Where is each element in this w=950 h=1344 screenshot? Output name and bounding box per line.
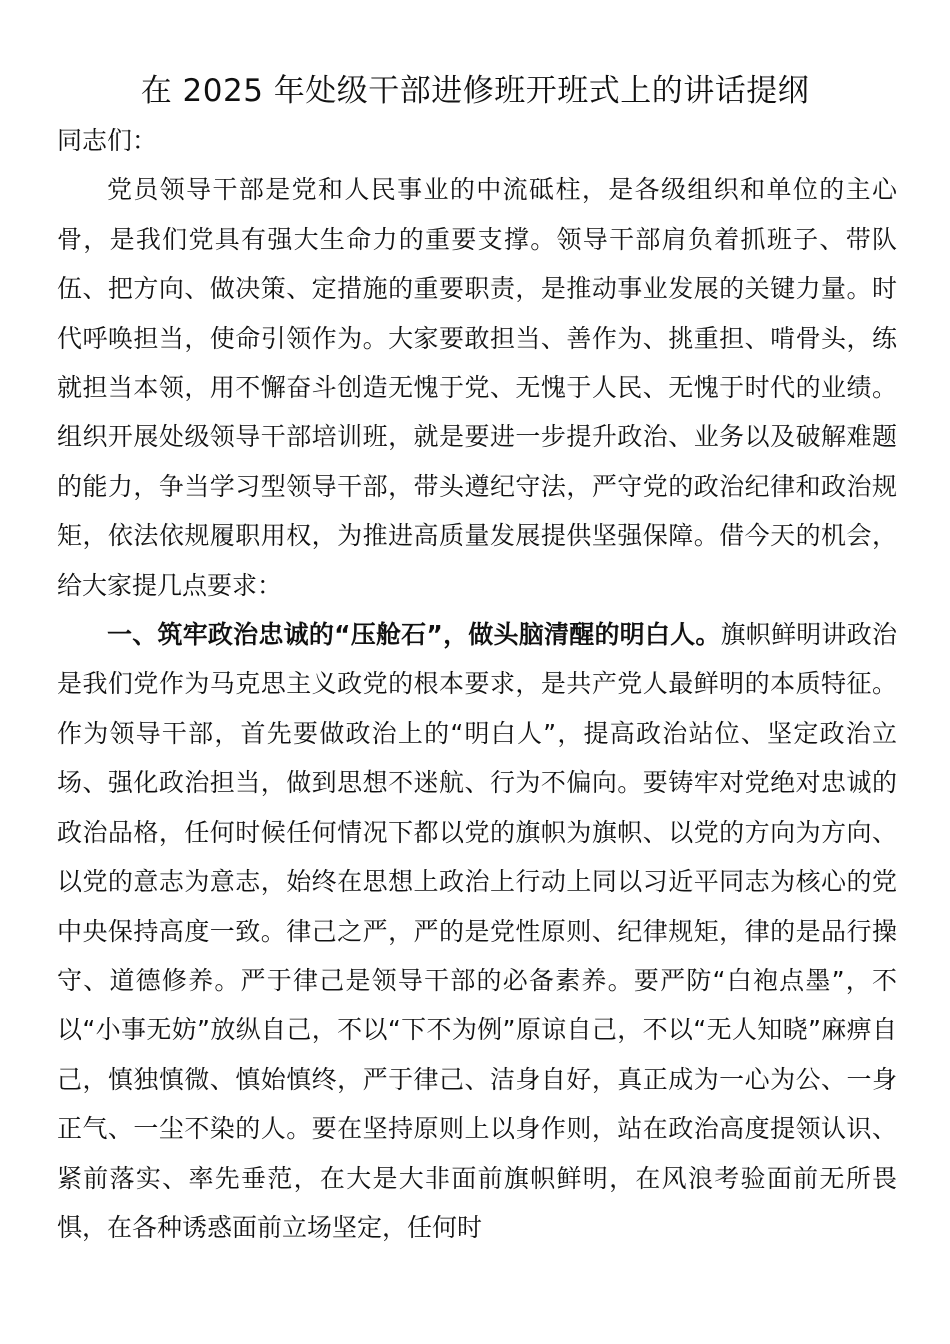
section-1-heading: 一、筑牢政治忠诚的“压舱石”，做头脑清醒的明白人。 xyxy=(107,620,721,650)
document-title: 在 2025 年处级干部进修班开班式上的讲话提纲 xyxy=(140,73,810,109)
section-1-paragraph xyxy=(57,610,897,1252)
intro-paragraph: 党员领导干部是党和人民事业的中流砥柱，是各级组织和单位的主心骨，是我们党具有强大生命力的重要支撑。领导干部肩负着抓班子、带队伍、把方向、做决策、定措施的重要职责，是推动事业发展的关键力量。时代呼唤担当，使命引领作为。大家要敢担当、善作为、挑重担、啃骨头，练就担当本领，用不懈奋斗创造无愧于党、无愧于人民、无愧于时代的业绩。组织开展处级领导干部培训班，就是要进一步提升政治、业务以及破解难题的能力，争当学习型领导干部，带头遵纪守法，严守党的政治纪律和政治规矩，依法依规履职用权，为推进高质量发展提供坚强保障。借今天的机会，给大家提几点要求： xyxy=(57,175,897,600)
section-1-text: 旗帜鲜明讲政治是我们党作为马克思主义政党的根本要求，是共产党人最鲜明的本质特征。作为领导干部，首先要做政治上的“明白人”，提高政治站位、坚定政治立场、强化政治担当，做到思想不迷航、行为不偏向。要铸牢对党绝对忠诚的政治品格，任何时候任何情况下都以党的旗帜为旗帜、以党的方向为方向、以党的意志为意志，始终在思想上政治上行动上同以习近平同志为核心的党中央保持高度一致。律己之严，严的是党性原则、纪律规矩，律的是品行操守、道德修养。严于律己是领导干部的必备素养。要严防“白袍点墨”，不以“小事无妨”放纵自己，不以“下不为例”原谅自己，不以“无人知晓”麻痹自己，慎独慎微、慎始慎终，严于律己、洁身自好，真正成为一心为公、一身正气、一尘不染的人。要在坚持原则上以身作则，站在政治高度提领认识、紧前落实、率先垂范，在大是大非面前旗帜鲜明，在风浪考验面前无所畏惧，在各种诱惑面前立场坚定，任何时 xyxy=(57,620,897,1242)
document-body xyxy=(57,116,897,1252)
salutation: 同志们： xyxy=(57,126,158,155)
